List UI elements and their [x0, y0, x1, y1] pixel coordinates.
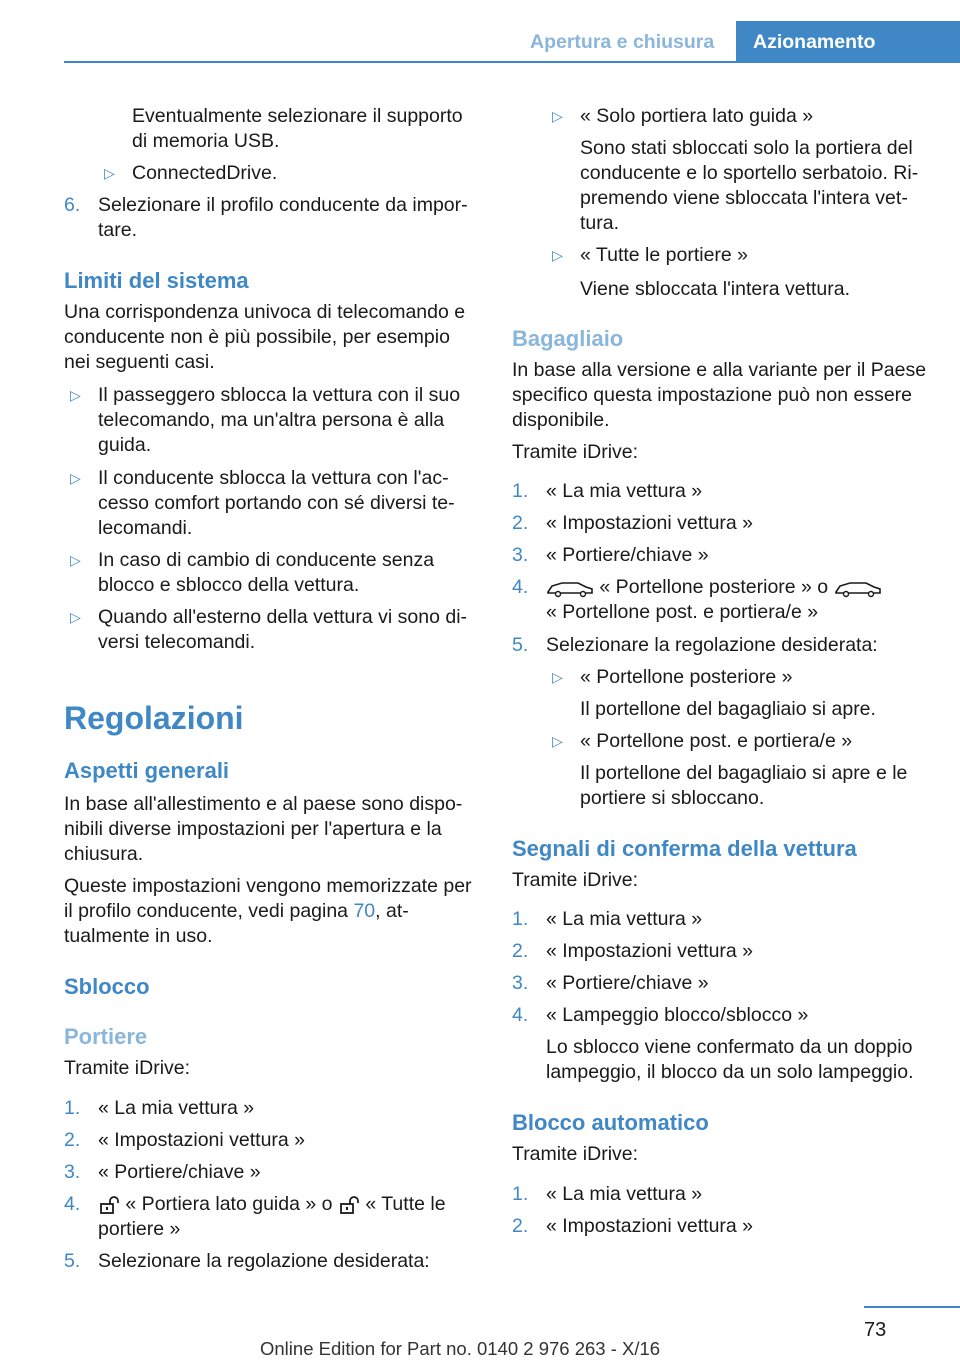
heading-segnali: Segnali di conferma della vettura: [512, 836, 857, 861]
bullet-icon: ▷: [552, 669, 563, 685]
bullet-icon: ▷: [70, 609, 81, 625]
heading-portiere: Portiere: [64, 1024, 148, 1049]
page-number-rule: [864, 1306, 960, 1308]
header-section-title: Apertura e chiusura: [530, 31, 715, 53]
bullet-icon: ▷: [552, 733, 563, 749]
paragraph: Tramite iDrive:: [512, 441, 639, 463]
car-tailgate-doors-icon: [834, 578, 882, 598]
header-chapter-tab: Azionamento: [736, 21, 960, 63]
unlock-icon: [338, 1196, 360, 1214]
heading-aspetti: Aspetti generali: [64, 758, 230, 783]
paragraph: Tramite iDrive:: [64, 1057, 191, 1079]
heading-limiti: Limiti del sistema: [64, 268, 249, 293]
page-number: 73: [864, 1319, 887, 1341]
page-link[interactable]: 70: [353, 900, 376, 922]
bullet-icon: ▷: [552, 108, 563, 124]
heading-sblocco: Sblocco: [64, 974, 150, 999]
paragraph: Queste impostazioni vengono memorizzate per il profilo conducente, vedi pagina 70, at-tualmente in uso.: [64, 875, 472, 947]
paragraph: Tramite iDrive:: [512, 869, 639, 891]
car-tailgate-icon: [546, 578, 594, 598]
paragraph: In base all'allestimento e al paese sono dispo-nibili diverse impostazioni per l'apertura e la chiusura.: [64, 793, 463, 865]
heading-regolazioni: Regolazioni: [64, 700, 244, 736]
footer-edition: Online Edition for Part no. 0140 2 976 263 - X/16: [260, 1338, 661, 1359]
bullet-icon: ▷: [70, 387, 81, 403]
bullet-icon: ▷: [70, 552, 81, 568]
bullet-icon: ▷: [70, 470, 81, 486]
paragraph: Tramite iDrive:: [512, 1143, 639, 1165]
header-rule: [64, 61, 960, 63]
paragraph: Una corrispondenza univoca di telecomando e conducente non è più possibile, per esempio nei seguenti casi.: [64, 301, 466, 373]
heading-blocco-automatico: Blocco automatico: [512, 1110, 709, 1135]
unlock-icon: [98, 1196, 120, 1214]
paragraph: In base alla versione e alla variante per il Paese specifico questa impostazione può non essere disponibile.: [512, 359, 927, 431]
bullet-icon: ▷: [104, 165, 115, 181]
bullet-icon: ▷: [552, 247, 563, 263]
heading-bagagliaio: Bagagliaio: [512, 326, 624, 351]
